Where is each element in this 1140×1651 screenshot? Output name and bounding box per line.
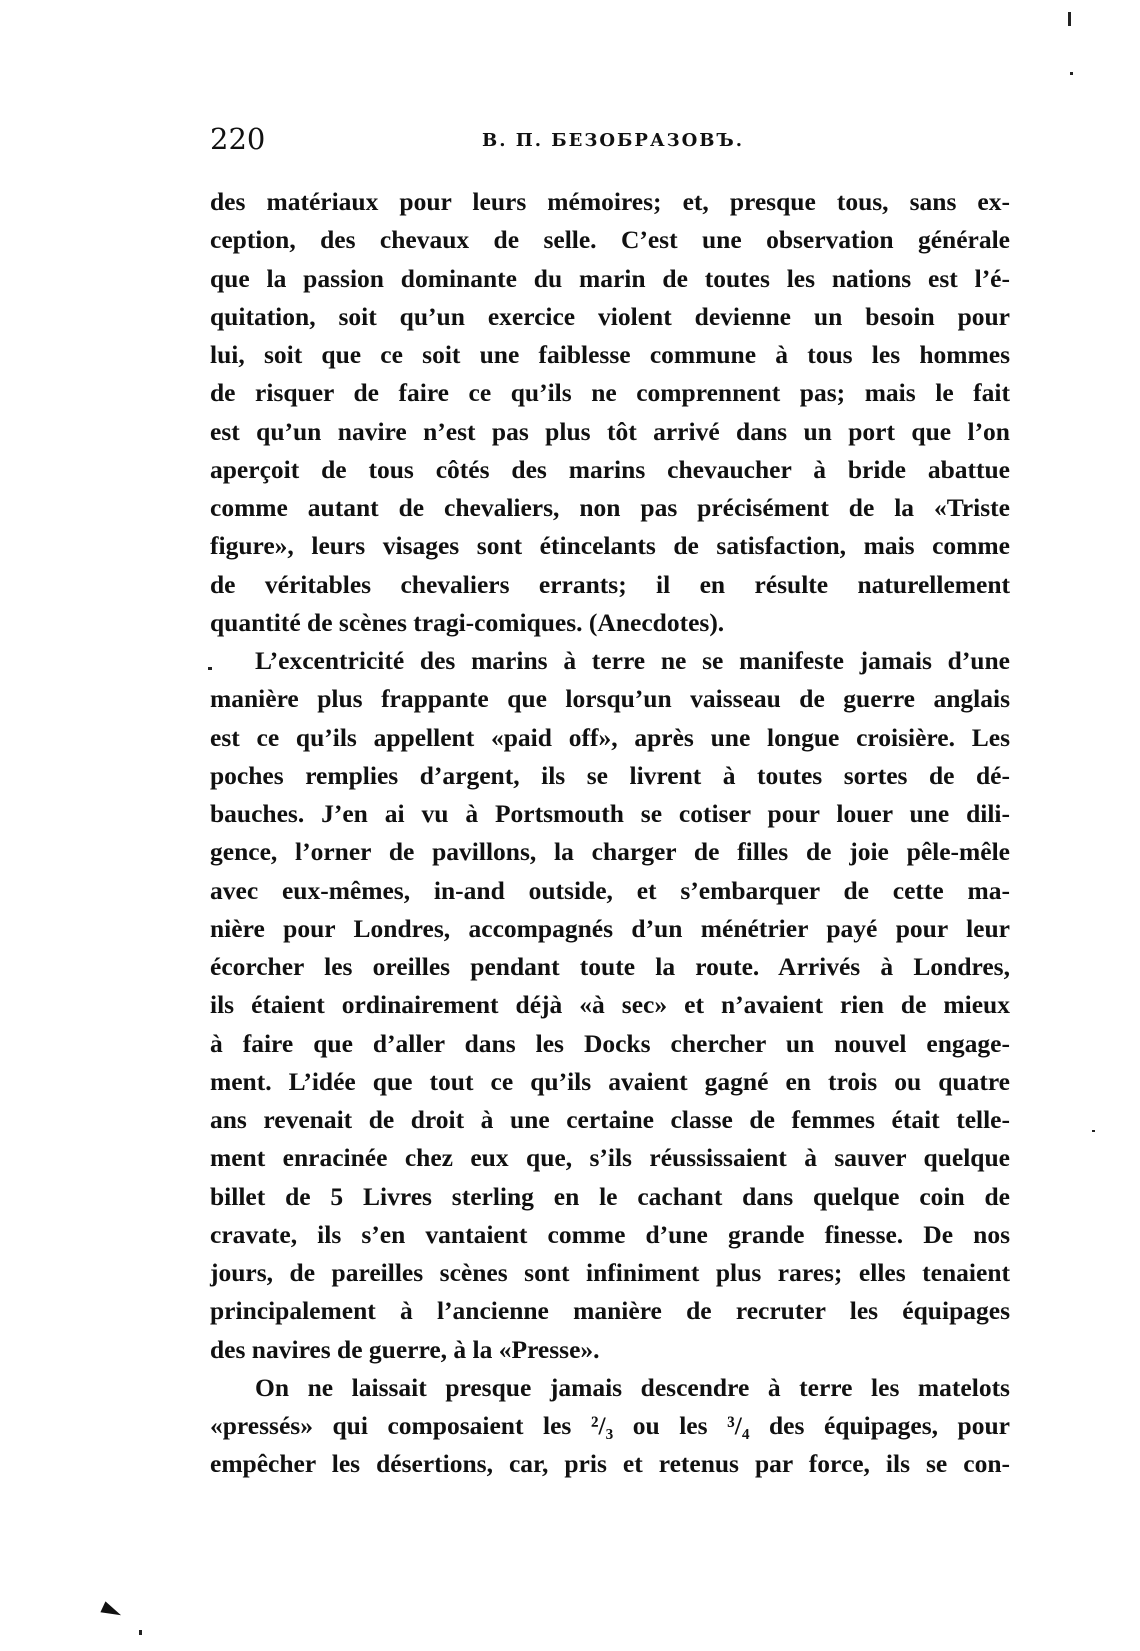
text-line: lui, soit que ce soit une faiblesse commune à tous les hommes: [210, 340, 1010, 369]
text-line: ils étaient ordinairement déjà «à sec» et n’avaient rien de mieux: [210, 990, 1010, 1020]
text-line: comme autant de chevaliers, non pas précisément de la «Triste: [210, 493, 1010, 522]
text-line: est ce qu’ils appellent «paid off», après une longue croisière. Les: [210, 722, 1010, 752]
body-text: [210, 183, 1010, 1484]
text-line: billet de 5 Livres sterling en le cachant dans quelque coin de: [210, 1181, 1010, 1211]
page-number: 220: [210, 122, 266, 156]
scan-speck: [139, 1630, 142, 1635]
text-line: figure», leurs visages sont étincelants de satisfaction, mais comme: [210, 531, 1010, 561]
text-line: des matériaux pour leurs mémoires; et, presque tous, sans ex-: [210, 187, 1010, 216]
text-line: principalement à l’ancienne manière de recruter les équipages: [210, 1296, 1010, 1326]
text-line: avec eux-mêmes, in-and outside, et s’embarquer de cette ma-: [210, 875, 1010, 905]
scan-speck: [208, 667, 212, 670]
text-line: nière pour Londres, accompagnés d’un ménétrier payé pour leur: [210, 913, 1010, 943]
text-line: manière plus frappante que lorsqu’un vaisseau de guerre anglais: [210, 684, 1010, 714]
text-line: à faire que d’aller dans les Docks chercher un nouvel engage-: [210, 1028, 1010, 1058]
text-line: jours, de pareilles scènes sont infiniment plus rares; elles tenaient: [210, 1258, 1010, 1287]
text-line: «pressés» qui composaient les ²/₃ ou les ³/₄ des équipages, pour: [210, 1411, 1010, 1440]
text-line: de risquer de faire ce qu’ils ne comprennent pas; mais le fait: [210, 378, 1010, 408]
scan-speck: [1092, 1130, 1095, 1132]
text-line: empêcher les désertions, car, pris et retenus par force, ils se con-: [210, 1449, 1010, 1479]
text-line: ans revenait de droit à une certaine classe de femmes était telle-: [210, 1105, 1010, 1134]
text-line: poches remplies d’argent, ils se livrent à toutes sortes de dé-: [210, 760, 1010, 790]
text-line: ment enracinée chez eux que, s’ils réussissaient à sauver quelque: [210, 1143, 1010, 1173]
text-line: bauches. J’en ai vu à Portsmouth se cotiser pour louer une dili-: [210, 799, 1010, 828]
text-line: écorcher les oreilles pendant toute la route. Arrivés à Londres,: [210, 952, 1010, 981]
text-line: ment. L’idée que tout ce qu’ils avaient gagné en trois ou quatre: [210, 1066, 1010, 1096]
scan-speck: [1070, 72, 1073, 75]
text-line: de véritables chevaliers errants; il en résulte naturellement: [210, 569, 1010, 599]
text-line: aperçoit de tous côtés des marins chevaucher à bride abattue: [210, 454, 1010, 484]
scan-speck: [1068, 12, 1071, 26]
text-line: ception, des chevaux de selle. C’est une observation générale: [210, 225, 1010, 255]
text-line: On ne laissait presque jamais descendre à terre les matelots: [255, 1372, 1010, 1402]
running-head: В. П. БЕЗОБРАЗОВЪ.: [482, 130, 744, 151]
scan-mark: [100, 1601, 123, 1620]
page-header: [210, 122, 1010, 162]
text-line: des navires de guerre, à la «Presse».: [210, 1334, 600, 1364]
text-line: quantité de scènes tragi-comiques. (Anecdotes).: [210, 607, 725, 637]
text-line: est qu’un navire n’est pas plus tôt arrivé dans un port que l’on: [210, 416, 1010, 446]
text-line: que la passion dominante du marin de toutes les nations est l’é-: [210, 263, 1010, 293]
text-line: quitation, soit qu’un exercice violent devienne un besoin pour: [210, 301, 1010, 331]
text-line: L’excentricité des marins à terre ne se manifeste jamais d’une: [255, 646, 1010, 675]
text-line: cravate, ils s’en vantaient comme d’une grande finesse. De nos: [210, 1219, 1010, 1249]
text-line: gence, l’orner de pavillons, la charger de filles de joie pêle-mêle: [210, 837, 1010, 867]
